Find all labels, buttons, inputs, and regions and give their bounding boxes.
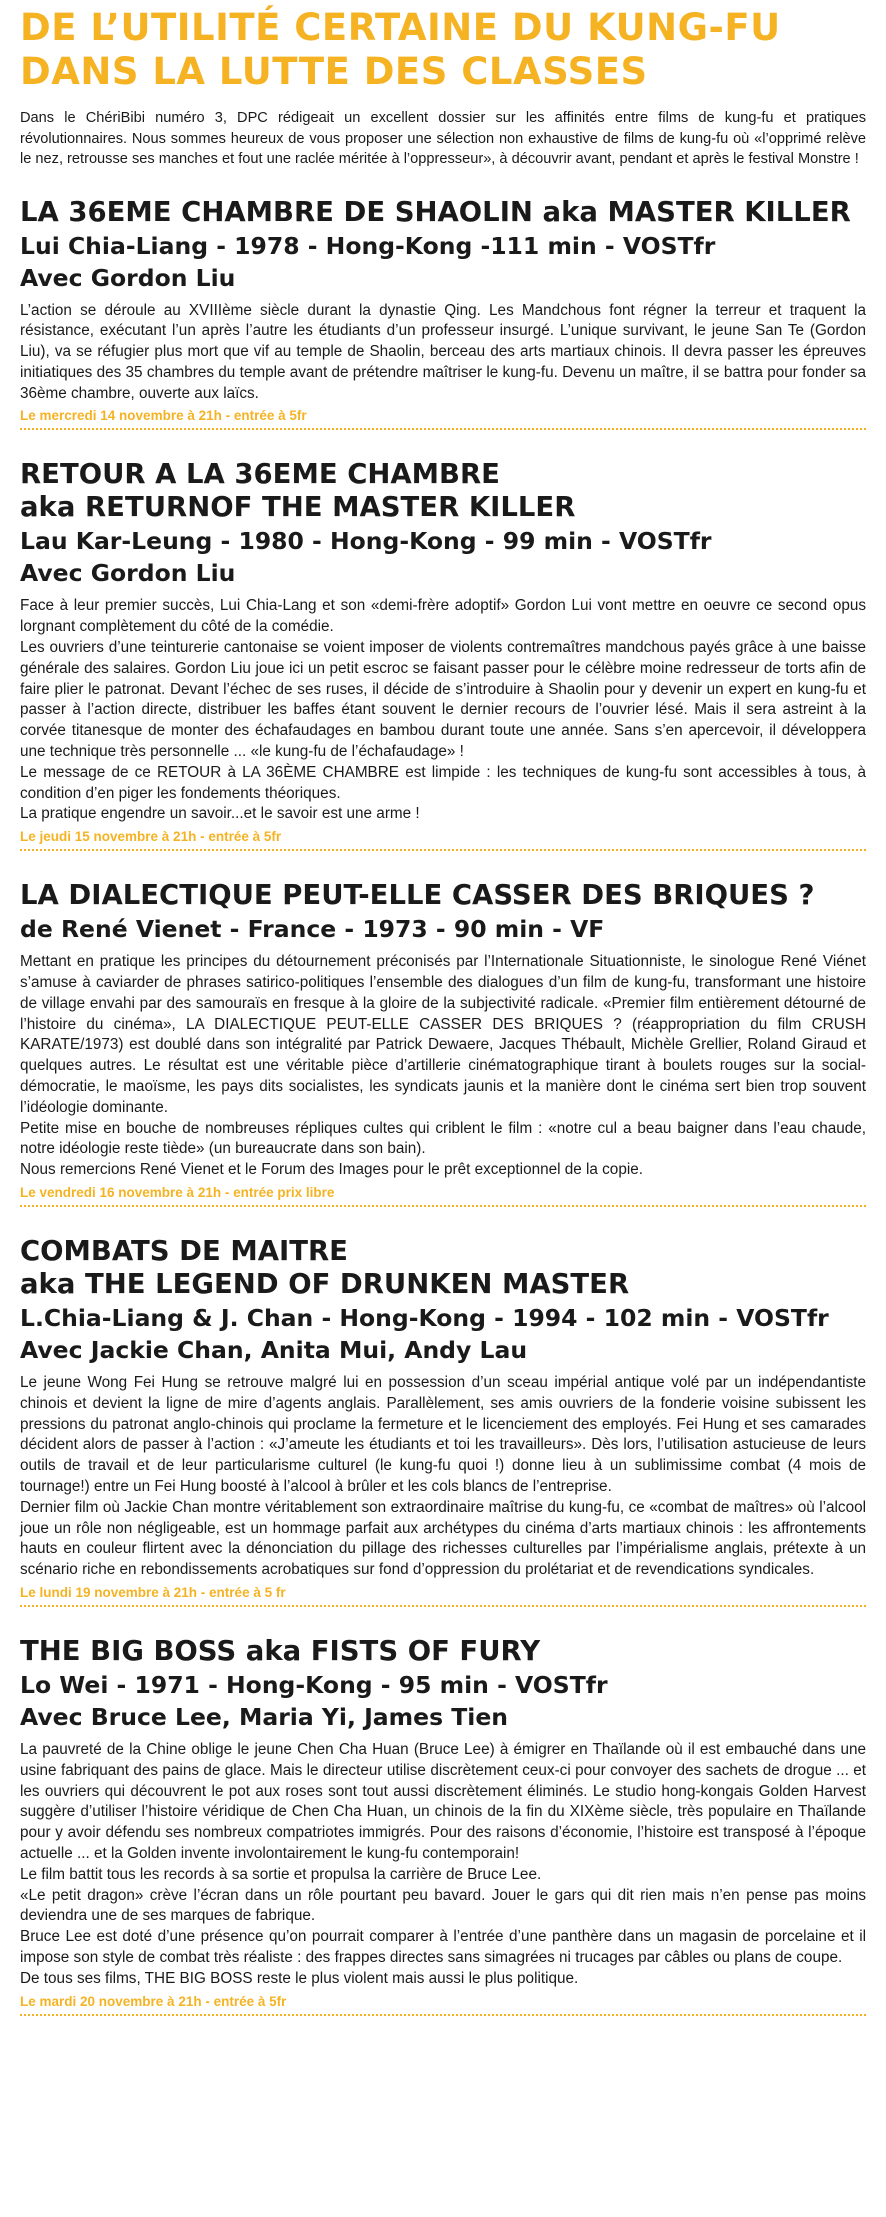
film-section — [20, 1235, 866, 1607]
film-description — [20, 952, 866, 1181]
film-description-paragraph: Les ouvriers d’une teinturerie cantonaise se voient imposer de violents contremaîtres mandchous payés grâce à une baisse générale des salaires. Gordon Liu joue ici un petit escroc se faisant passer pour le célèbre moine redresseur de torts afin de faire plier le patronat. Devant l’échec de ses ruses, il décide de s’introduire à Shaolin pour y devenir un expert en kung-fu et passer à l’action directe, distribuer les baffes étant souvent le dernier recours de l’ouvrier lésé. Mais il sera astreint à la corvée titanesque de monter des échafaudages en bambou durant toute une année. Sans s’en apercevoir, il développera une technique très personnelle ... «le kung-fu de l’échafaudage» ! — [20, 639, 866, 761]
page-title-line-1: DE L’UTILITÉ CERTAINE DU KUNG-FU — [20, 6, 781, 49]
screening-date: Le vendredi 16 novembre à 21h - entrée prix libre — [20, 1184, 866, 1207]
screening-date: Le mercredi 14 novembre à 21h - entrée à 5fr — [20, 407, 866, 430]
film-description-paragraph: Petite mise en bouche de nombreuses répliques cultes qui criblent le film : «notre cul a beau baigner dans l’eau chaude, notre idéologie reste tiède» (un bureaucrate dans son bain). — [20, 1119, 866, 1158]
film-section — [20, 1635, 866, 2016]
film-title-line-2: aka THE LEGEND OF DRUNKEN MASTER — [20, 1268, 630, 1301]
film-description-paragraph: La pratique engendre un savoir...et le savoir est une arme ! — [20, 805, 420, 823]
film-description — [20, 1740, 866, 1990]
film-description-paragraph: Mettant en pratique les principes du détournement préconisés par l’Internationale Situationniste, le sinologue René Viénet s’amuse à caviarder de phrases satirico-politiques l’ensemble des dialogues d’un film de kung-fu, transformant une histoire de village envahi par des samouraïs en fresque à la gloire de la subjectivité radicale. «Premier film entièrement détourné de l’histoire du cinéma», LA DIALECTIQUE PEUT-ELLE CASSER DES BRIQUES ? (réappropriation du film CRUSH KARATE/1973) est doublé dans son intégralité par Patrick Dewaere, Jacques Thébault, Michèle Grellier, Roland Giraud et quelques autres. Le résultat est une véritable pièce d’artillerie cinématographique tirant à boulets rouges sur la social-démocratie, le maoïsme, les pays dits socialistes, les syndicats jaunis et la manière dont le cinéma sert bien trop souvent l’idéologie dominante. — [20, 953, 866, 1116]
film-title — [20, 1635, 866, 1668]
film-credits: L.Chia-Liang & J. Chan - Hong-Kong - 1994 - 102 min - VOSTfr — [20, 1304, 829, 1333]
screening-date: Le jeudi 15 novembre à 21h - entrée à 5fr — [20, 828, 866, 851]
film-section — [20, 196, 866, 431]
film-title-line-1: THE BIG BOSS aka FISTS OF FURY — [20, 1634, 541, 1667]
film-title-line-2: aka RETURNOF THE MASTER KILLER — [20, 491, 576, 524]
film-description-paragraph: Dernier film où Jackie Chan montre véritablement son extraordinaire maîtrise du kung-fu, ce «combat de maîtres» où l’alcool joue un rôle non négligeable, est un hommage parfait aux archétypes du cinéma d’arts martiaux chinois : les affrontements hauts en couleur flirtent avec la dénonciation du pillage des richesses culturelles par l’impérialisme anglais, prétexte à un scénario riche en rebondissements acrobatiques sur fond d’oppression du prolétariat et de revendications syndicales. — [20, 1498, 866, 1579]
film-title-line-1: LA DIALECTIQUE PEUT-ELLE CASSER DES BRIQUES ? — [20, 879, 815, 912]
film-title-line-1: LA 36EME CHAMBRE DE SHAOLIN aka MASTER KILLER — [20, 195, 851, 228]
film-title-line-1: RETOUR A LA 36EME CHAMBRE — [20, 458, 500, 491]
film-cast: Avec Gordon Liu — [20, 559, 236, 588]
page — [20, 0, 866, 2016]
film-list — [20, 196, 866, 2016]
film-description-paragraph: De tous ses films, THE BIG BOSS reste le plus violent mais aussi le plus politique. — [20, 1969, 579, 1987]
page-title — [20, 6, 866, 94]
page-title-line-2: DANS LA LUTTE DES CLASSES — [20, 50, 648, 93]
film-description-paragraph: Face à leur premier succès, Lui Chia-Lang et son «demi-frère adoptif» Gordon Lui vont mettre en oeuvre ce second opus lorgnant complètement du côté de la comédie. — [20, 597, 866, 636]
film-description — [20, 301, 866, 405]
film-credits: Lau Kar-Leung - 1980 - Hong-Kong - 99 min - VOSTfr — [20, 527, 712, 556]
film-title — [20, 879, 866, 912]
film-section — [20, 458, 866, 851]
film-title — [20, 196, 866, 229]
film-title — [20, 1235, 866, 1301]
film-credits: Lui Chia-Liang - 1978 - Hong-Kong -111 min - VOSTfr — [20, 231, 716, 260]
film-title — [20, 458, 866, 524]
film-description-paragraph: Nous remercions René Vienet et le Forum des Images pour le prêt exceptionnel de la copie. — [20, 1161, 643, 1179]
film-title-line-1: COMBATS DE MAITRE — [20, 1235, 348, 1268]
film-description-paragraph: Bruce Lee est doté d’une présence qu’on pourrait comparer à l’entrée d’une panthère dans un magasin de porcelaine et il impose son style de combat très réaliste : des frappes directes sans simagrées ni trucages par câbles ou plans de coupe. — [20, 1928, 866, 1966]
intro-paragraph: Dans le ChériBibi numéro 3, DPC rédigeait un excellent dossier sur les affinités entre films de kung-fu et pratiques révolutionnaires. Nous sommes heureux de vous proposer une sélection non exhaustive de films de kung-fu où «l’opprimé relève le nez, retrousse ses manches et fout une raclée méritée à l’oppresseur», à découvrir avant, pendant et après le festival Monstre ! — [20, 110, 866, 167]
screening-date: Le mardi 20 novembre à 21h - entrée à 5fr — [20, 1993, 866, 2016]
film-cast: Avec Gordon Liu — [20, 263, 236, 292]
film-description — [20, 596, 866, 825]
film-description-paragraph: Le jeune Wong Fei Hung se retrouve malgré lui en possession d’un sceau impérial antique volé par un indépendantiste chinois et devient la ligne de mire d’agents anglais. Parallèlement, ses amis ouvriers de la fonderie voisine subissent les pressions du patronat anglo-chinois qui proclame la fermeture et le licenciement des employés. Fei Hung et ses camarades décident alors de passer à l’action : «J’ameute les étudiants et toi les travailleurs». Dès lors, l’utilisation astucieuse de leurs outils de travail et de leur particularisme culturel (le kung-fu quoi !) donne lieu à un sublimissime combat (4 mois de tournage!) entre un Fei Hung boosté à l’alcool à brûler et les cols blancs de l’entreprise. — [20, 1374, 866, 1495]
screening-date: Le lundi 19 novembre à 21h - entrée à 5 fr — [20, 1584, 866, 1607]
film-description-paragraph: «Le petit dragon» crève l’écran dans un rôle pourtant peu bavard. Jouer le gars qui dit rien mais n’en pense pas moins deviendra une de ses marques de fabrique. — [20, 1886, 866, 1925]
film-description-paragraph: Le message de ce RETOUR à LA 36ÈME CHAMBRE est limpide : les techniques de kung-fu sont accessibles à tous, à condition d’en piger les fondements théoriques. — [20, 763, 866, 802]
film-description-paragraph: Le film battit tous les records à sa sortie et propulsa la carrière de Bruce Lee. — [20, 1865, 542, 1883]
film-description-paragraph: La pauvreté de la Chine oblige le jeune Chen Cha Huan (Bruce Lee) à émigrer en Thaïlande où il est embauché dans une usine fabriquant des pains de glace. Mais le directeur utilise discrètement ceux-ci pour convoyer des sachets de drogue ... et les ouvriers qui découvrent le pot aux roses sont tout aussi discrètement éliminés. Le studio hong-kongais Golden Harvest suggère d’utiliser l’histoire véridique de Chen Cha Huan, un chinois de la fin du XIXème siècle, très populaire en Thaïlande pour y avoir défendu ses nombreux compatriotes immigrés. Pour des raisons d’économie, l’histoire est transposé à l’époque actuelle ... et la Golden invente involontairement le kung-fu contemporain! — [20, 1740, 866, 1862]
film-section — [20, 879, 866, 1207]
film-cast: Avec Jackie Chan, Anita Mui, Andy Lau — [20, 1336, 528, 1365]
film-description — [20, 1373, 866, 1581]
film-credits: de René Vienet - France - 1973 - 90 min - VF — [20, 915, 605, 944]
film-credits: Lo Wei - 1971 - Hong-Kong - 95 min - VOSTfr — [20, 1670, 608, 1699]
film-cast: Avec Bruce Lee, Maria Yi, James Tien — [20, 1702, 509, 1731]
film-description-paragraph: L’action se déroule au XVIIIème siècle durant la dynastie Qing. Les Mandchous font régner la terreur et traquent la résistance, exécutant l’un après l’autre les étudiants d’un professeur insurgé. L’unique survivant, le jeune San Te (Gordon Liu), va se réfugier plus mort que vif au temple de Shaolin, berceau des arts martiaux chinois. Il devra passer les épreuves initiatiques des 35 chambres du temple avant de prétendre maîtriser le kung-fu. Devenu un maître, il se battra pour fonder sa 36ème chambre, ouverte aux laïcs. — [20, 301, 866, 402]
